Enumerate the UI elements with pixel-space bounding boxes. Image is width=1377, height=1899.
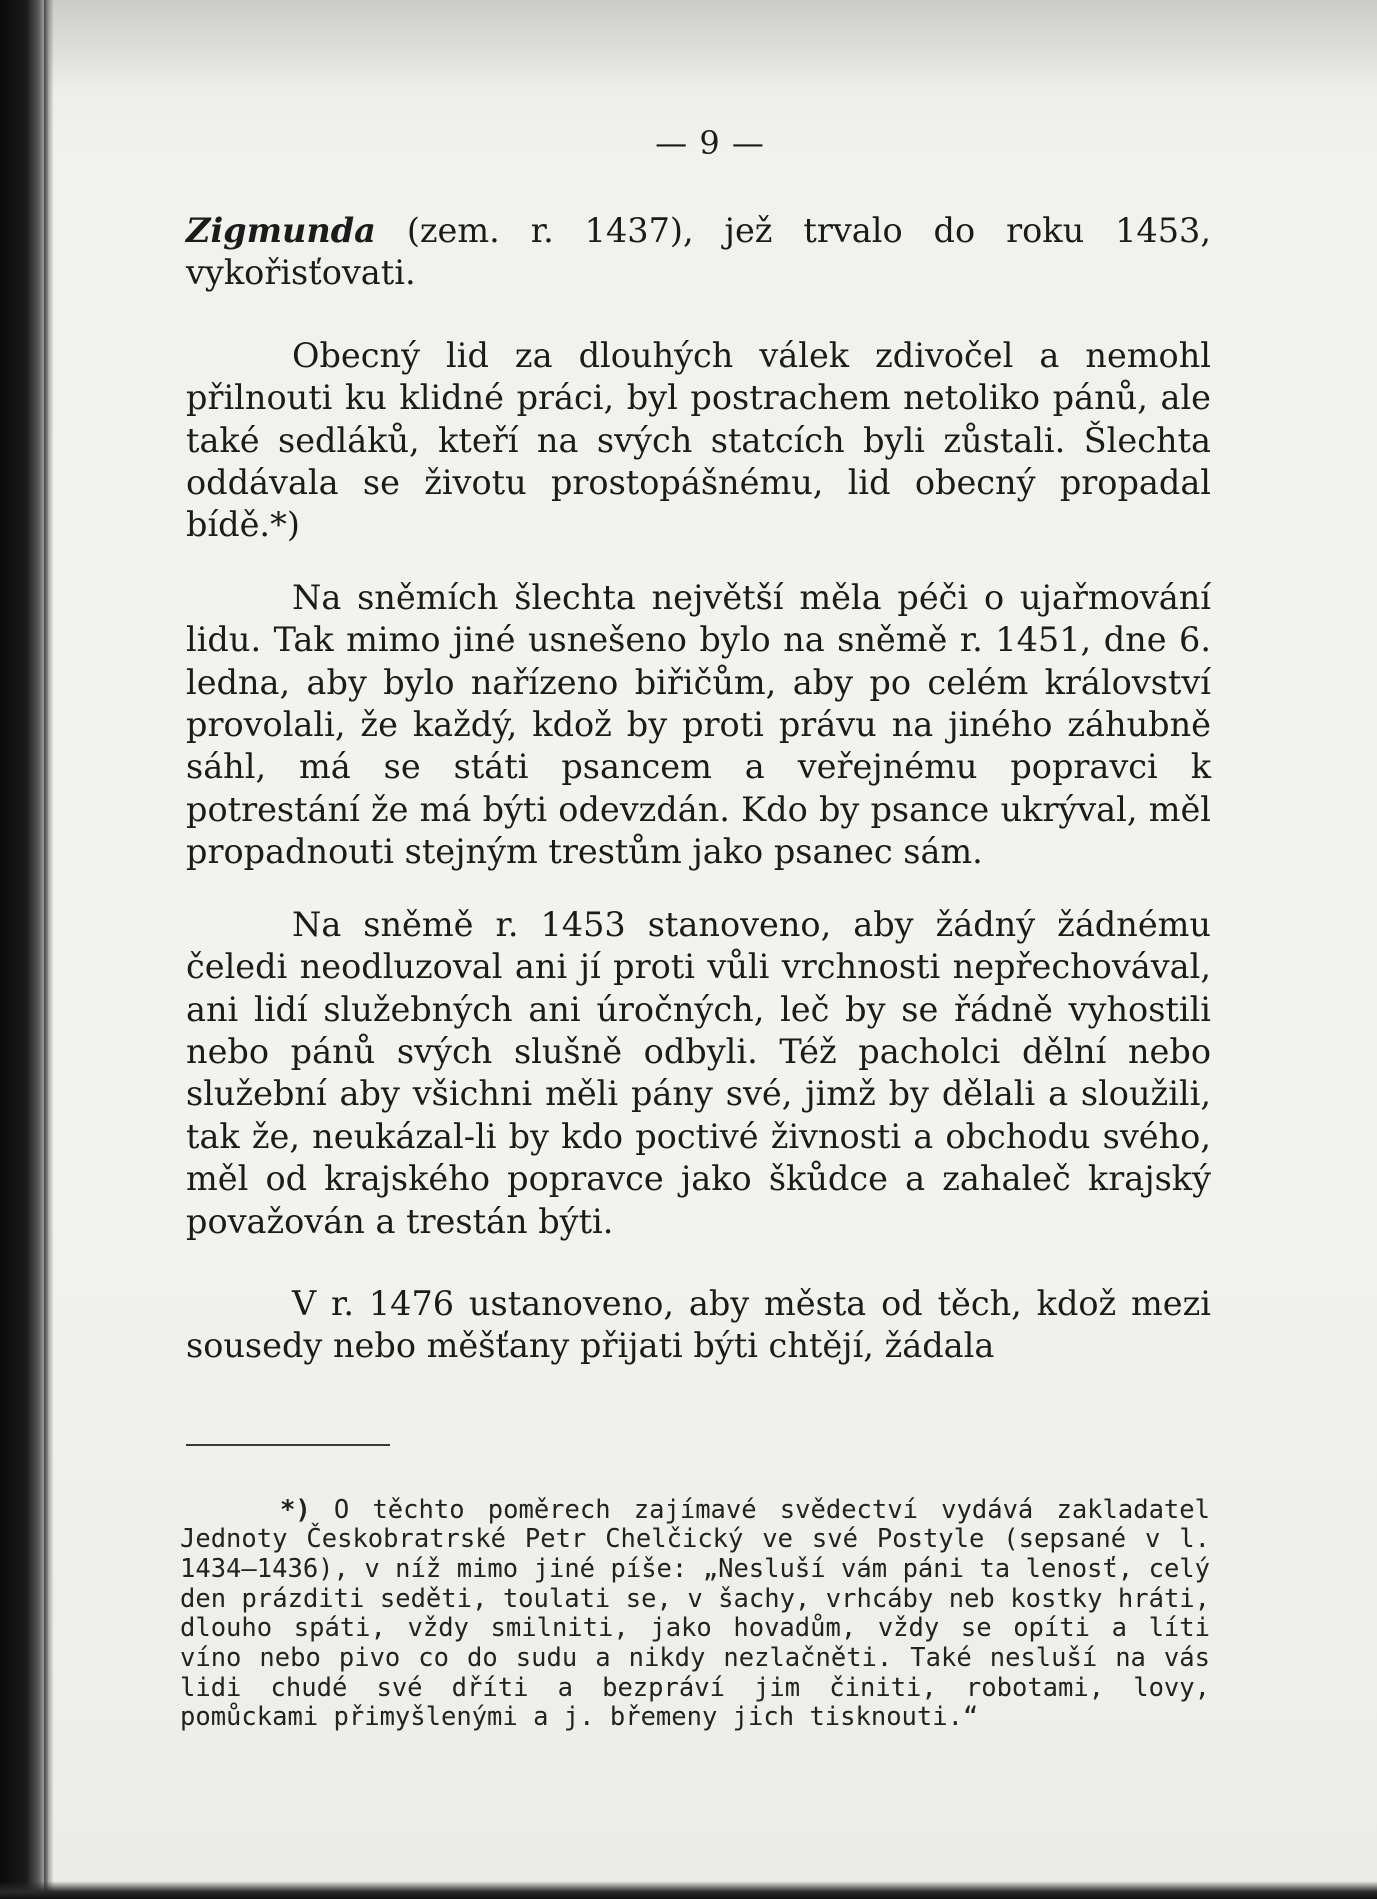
body-text	[186, 210, 1211, 1368]
paragraph-gap	[186, 1243, 1211, 1283]
paragraph-gap	[186, 874, 1211, 904]
paragraph-5: V r. 1476 ustanoveno, aby města od těch, kdož mezi sousedy nebo měšťany přijati býti chtějí, žádala	[186, 1283, 1211, 1366]
footnote	[180, 1496, 1210, 1734]
spine-shadow	[44, 0, 54, 1899]
paragraph-3: Na sněmích šlechta největší měla péči o ujařmování lidu. Tak mimo jiné usnešeno bylo na sněmě r. 1451, dne 6. ledna, aby bylo nařízeno biřičům, aby po celém království provolali, že každý, kdož by proti právu na jiného záhubně sáhl, má se státi psancem a veřejnému popravci k potrestání že má býti odevzdán. Kdo by psance ukrýval, měl propadnouti stejným trestům jako psanec sám.	[186, 577, 1211, 872]
page-number: — 9 —	[655, 124, 765, 162]
paragraph-gap	[186, 547, 1211, 577]
paragraph-4: Na sněmě r. 1453 stanoveno, aby žádný žádnému čeledi neodluzoval ani jí proti vůli vrchnosti nepřechovával, ani lidí služebných ani úročných, leč by se řádně vyhostili nebo pánů svých slušně odbyli. Též pacholci dělní nebo služební aby všichni měli pány své, jimž by dělali a sloužili, tak že, neukázal-li by kdo poctivé živnosti a obchodu svého, měl od krajského popravce jako škůdce a zahaleč krajský považován a trestán býti.	[186, 904, 1211, 1241]
paragraph-1-lead: Zigmunda	[186, 211, 376, 250]
paragraph-gap	[186, 295, 1211, 335]
book-spine	[0, 0, 48, 1899]
footnote-text: O těchto poměrech zajímavé svědectví vydává zakladatel Jednoty Českobratrské Petr Chelčický ve své Postyle (sepsané v l. 1434—1436), v níž mimo jiné píše: „Nesluší vám páni ta lenosť, celý den prázditi seděti, toulati se, v šachy, vrhcáby neb kostky hráti, dlouho spáti, vždy smilniti, jako hovadům, vždy se opíti a líti víno nebo pivo co do sudu a nikdy nezlačněti. Také nesluší na vás lidi chudé své dříti a bezpráví jim činiti, robotami, lovy, pomůckami přimyšlenými a j. břemeny jich tisknouti.“	[180, 1494, 1210, 1733]
footnote-divider	[186, 1444, 390, 1446]
page-bottom-edge	[0, 1881, 1377, 1899]
top-shadow	[0, 0, 1377, 90]
paragraph-2: Obecný lid za dlouhých válek zdivočel a nemohl přilnouti ku klidné práci, byl postrachem netoliko pánů, ale také sedláků, kteří na svých statcích byli zůstali. Šlechta oddávala se životu prostopášnému, lid obecný propadal bídě.*)	[186, 335, 1211, 545]
footnote-marker: *)	[280, 1494, 311, 1525]
paragraph-1	[186, 210, 1211, 295]
paragraph-1-text: (zem. r. 1437), jež trvalo do roku 1453, vykořisťovati.	[186, 211, 1211, 293]
